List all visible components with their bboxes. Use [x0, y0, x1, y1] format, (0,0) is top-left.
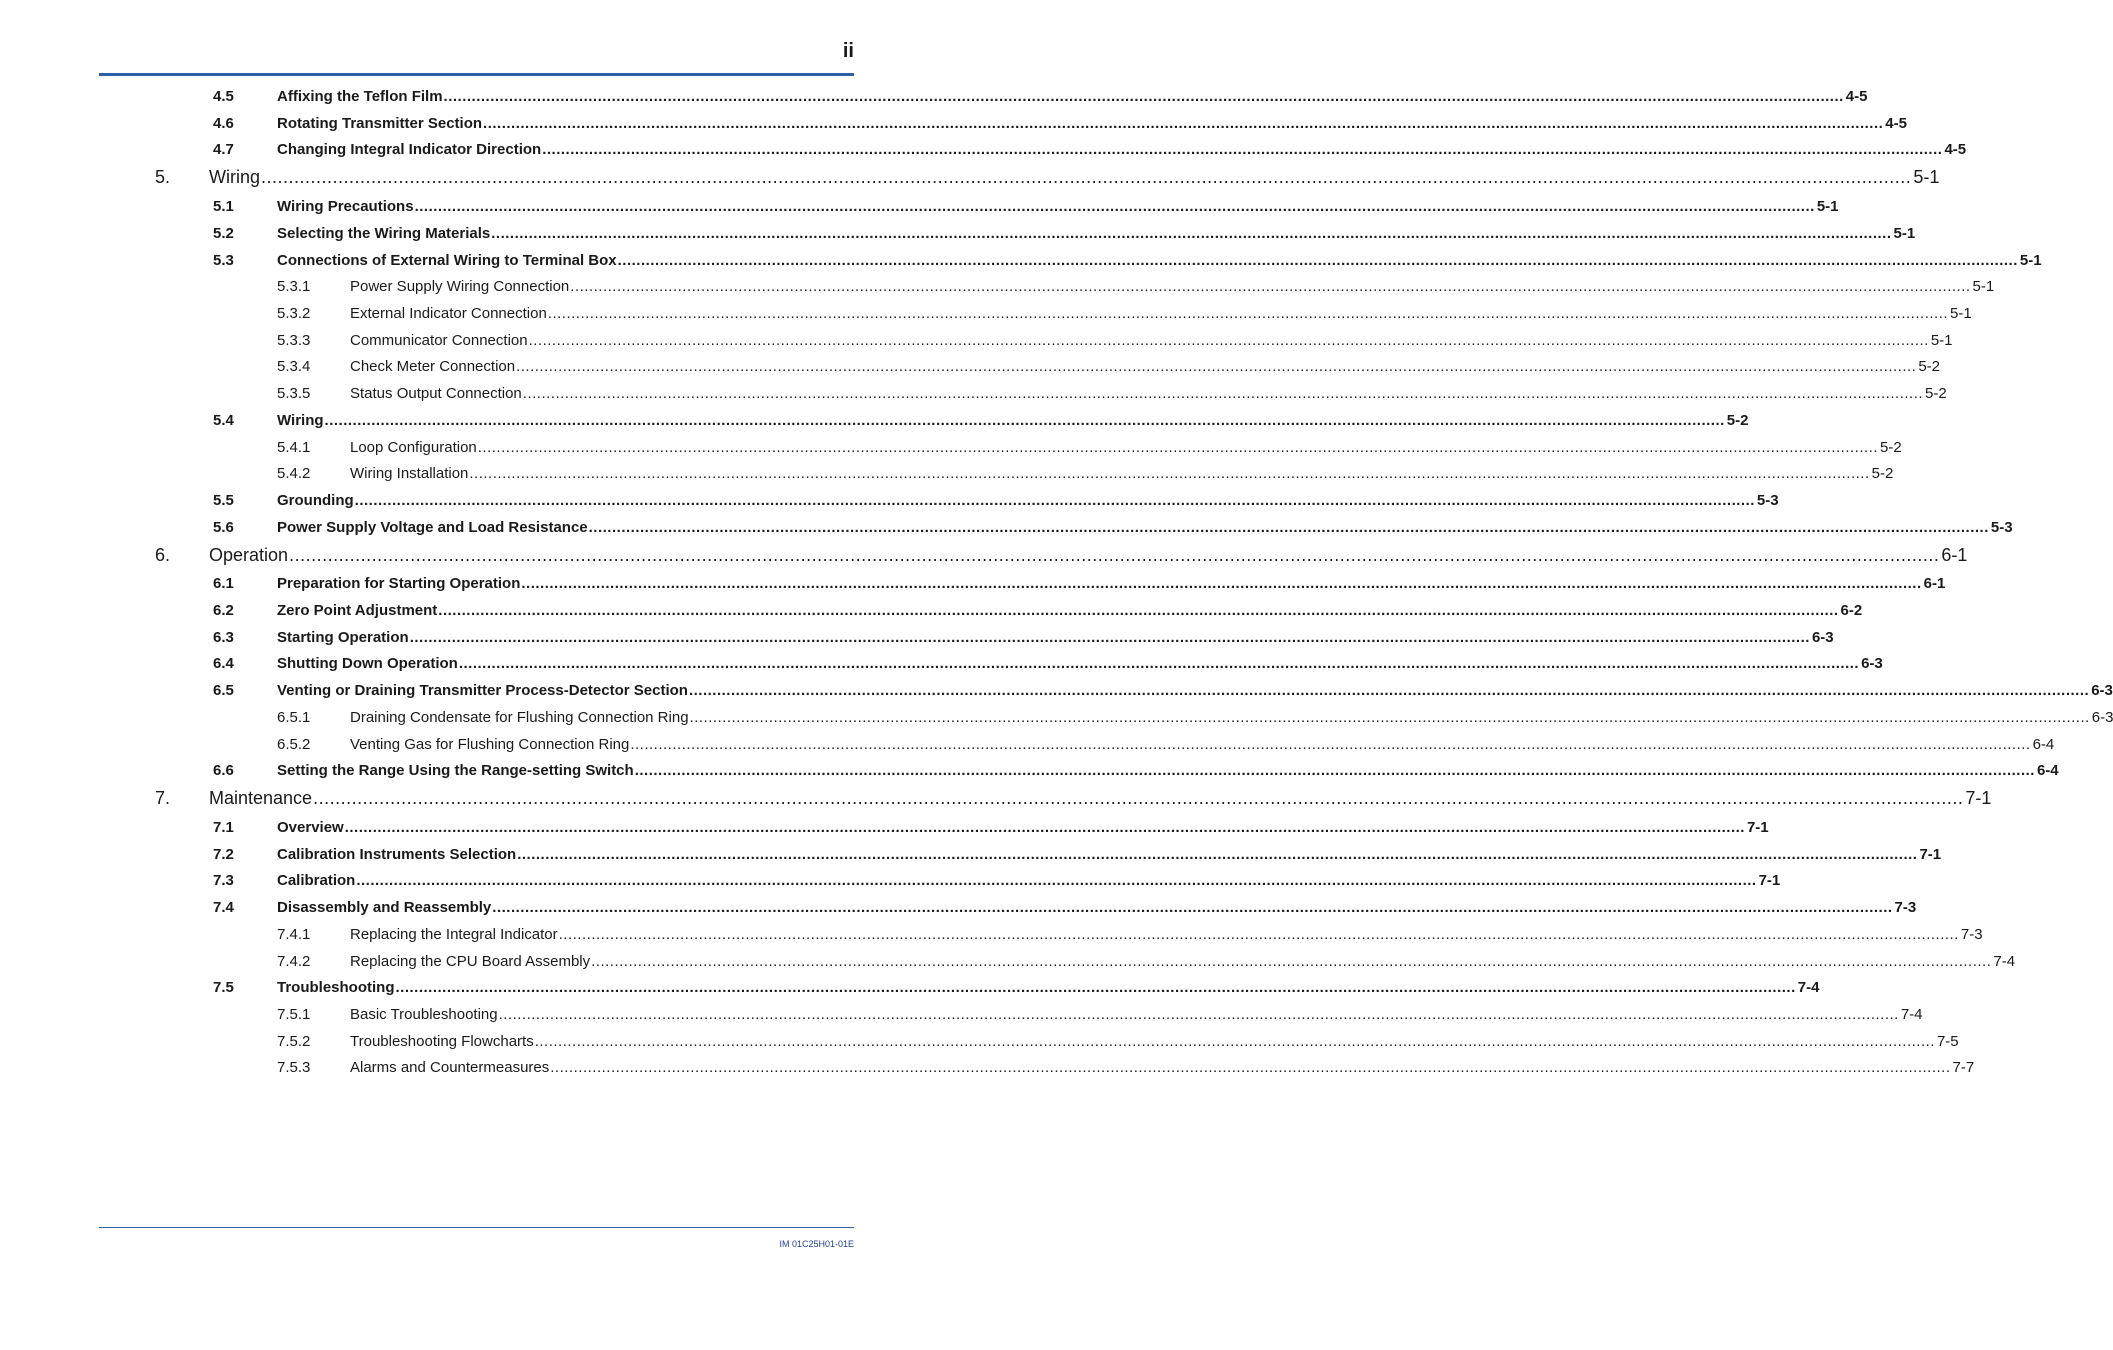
toc-title: Maintenance: [209, 788, 313, 808]
toc-section[interactable]: [213, 629, 1834, 648]
toc-subsection[interactable]: [277, 358, 1941, 377]
toc-number: 7.5.1: [277, 1006, 311, 1023]
toc-title: External Indicator Connection: [350, 305, 547, 322]
toc-dot-leader: ............................................................................................................................................................................................................................................................................................................: [443, 88, 1844, 105]
toc-dot-leader: ............................................................................................................................................................................................................................................................................................................: [547, 305, 1949, 322]
toc-number: 4.7: [213, 141, 234, 158]
toc-title: Grounding: [277, 492, 354, 509]
toc-title: Overview: [277, 819, 344, 836]
toc-title: Loop Configuration: [350, 439, 477, 456]
toc-number: 5.4.1: [277, 439, 311, 456]
toc-title: Basic Troubleshooting: [350, 1006, 498, 1023]
toc-number: 6.5.1: [277, 709, 311, 726]
toc-subsection[interactable]: [277, 1059, 1975, 1078]
toc-dot-leader: ............................................................................................................................................................................................................................................................................................................: [689, 709, 2090, 726]
toc-page-number: 6-1: [1923, 575, 1946, 592]
toc-number: 6.1: [213, 575, 234, 592]
toc-section[interactable]: [213, 115, 1907, 134]
toc-section[interactable]: [213, 872, 1781, 891]
toc-number: 7.3: [213, 872, 234, 889]
toc-page-number: 6-3: [1861, 655, 1883, 672]
toc-dot-leader: ............................................................................................................................................................................................................................................................................................................: [591, 953, 1992, 970]
toc-subsection[interactable]: [277, 465, 1894, 484]
toc-dot-leader: ............................................................................................................................................................................................................................................................................................................: [558, 926, 1959, 943]
toc-number: 5.3: [213, 252, 234, 269]
toc-page-number: 5-3: [1756, 492, 1779, 509]
toc-dot-leader: ............................................................................................................................................................................................................................................................................................................: [630, 736, 2031, 753]
toc-section[interactable]: [213, 412, 1749, 431]
toc-dot-leader: ............................................................................................................................................................................................................................................................................................................: [324, 412, 1725, 429]
toc-dot-leader: ............................................................................................................................................................................................................................................................................................................: [521, 575, 1922, 592]
toc-page-number: 7-4: [1993, 953, 2016, 970]
toc-number: 7.5.2: [277, 1033, 311, 1050]
toc-page-number: 6-3: [1811, 629, 1834, 646]
toc-subsection[interactable]: [277, 385, 1947, 404]
toc-section[interactable]: [213, 819, 1769, 838]
toc-title: Replacing the Integral Indicator: [350, 926, 558, 943]
toc-subsection[interactable]: [277, 278, 1995, 297]
toc-page-number: 6-3: [2091, 682, 2113, 699]
toc-number: 6.3: [213, 629, 234, 646]
header-rule: [99, 73, 854, 76]
toc-number: 7.2: [213, 846, 234, 863]
toc-chapter[interactable]: [155, 545, 1968, 567]
toc-title: Wiring Installation: [350, 465, 469, 482]
toc-number: 6.5: [213, 682, 234, 699]
toc-page-number: 5-1: [1930, 332, 1953, 349]
toc-page-number: 4-5: [1845, 88, 1868, 105]
toc-subsection[interactable]: [277, 709, 2113, 728]
toc-subsection[interactable]: [277, 332, 1953, 351]
toc-title: Power Supply Voltage and Load Resistance: [277, 519, 588, 536]
toc-section[interactable]: [213, 655, 1883, 674]
toc-section[interactable]: [213, 88, 1868, 107]
toc-number: 5.1: [213, 198, 234, 215]
toc-page-number: 6-3: [2091, 709, 2113, 726]
toc-title: Shutting Down Operation: [277, 655, 458, 672]
toc-page-number: 5-2: [1880, 439, 1902, 456]
toc-chapter[interactable]: [155, 167, 1940, 189]
toc-chapter[interactable]: [155, 788, 1992, 810]
toc-subsection[interactable]: [277, 439, 1902, 458]
toc-dot-leader: ............................................................................................................................................................................................................................................................................................................: [261, 167, 1912, 187]
toc-page-number: 5-2: [1726, 412, 1749, 429]
toc-page-number: 6-2: [1840, 602, 1863, 619]
toc-dot-leader: ............................................................................................................................................................................................................................................................................................................: [477, 439, 1879, 456]
toc-title: Rotating Transmitter Section: [277, 115, 483, 132]
toc-dot-leader: ............................................................................................................................................................................................................................................................................................................: [617, 252, 2018, 269]
toc-page-number: 5-3: [1990, 519, 2013, 536]
toc-number: 5.6: [213, 519, 234, 536]
toc-dot-leader: ............................................................................................................................................................................................................................................................................................................: [438, 602, 1839, 619]
toc-page-number: 5-1: [1950, 305, 1972, 322]
toc-page-number: 5-2: [1918, 358, 1941, 375]
toc-title: Wiring: [277, 412, 324, 429]
toc-title: Replacing the CPU Board Assembly: [350, 953, 591, 970]
toc-title: Preparation for Starting Operation: [277, 575, 521, 592]
toc-dot-leader: ............................................................................................................................................................................................................................................................................................................: [313, 788, 1964, 808]
toc-dot-leader: ............................................................................................................................................................................................................................................................................................................: [395, 979, 1796, 996]
toc-section[interactable]: [213, 846, 1942, 865]
toc-title: Changing Integral Indicator Direction: [277, 141, 542, 158]
toc-dot-leader: ............................................................................................................................................................................................................................................................................................................: [354, 492, 1755, 509]
toc-dot-leader: ............................................................................................................................................................................................................................................................................................................: [534, 1033, 1935, 1050]
toc-section[interactable]: [213, 252, 2042, 271]
toc-page-number: 5-2: [1925, 385, 1947, 402]
toc-title: Affixing the Teflon Film: [277, 88, 443, 105]
toc-dot-leader: ............................................................................................................................................................................................................................................................................................................: [528, 332, 1929, 349]
toc-page-number: 5-1: [2019, 252, 2042, 269]
toc-dot-leader: ............................................................................................................................................................................................................................................................................................................: [356, 872, 1757, 889]
document-id: IM 01C25H01-01E: [779, 1239, 854, 1249]
toc-dot-leader: ............................................................................................................................................................................................................................................................................................................: [409, 629, 1810, 646]
toc-page-number: 7-1: [1746, 819, 1769, 836]
toc-title: Communicator Connection: [350, 332, 528, 349]
toc-number: 7.1: [213, 819, 234, 836]
toc-title: Check Meter Connection: [350, 358, 516, 375]
toc-title: Draining Condensate for Flushing Connection Ring: [350, 709, 689, 726]
footer-rule: [99, 1227, 854, 1228]
toc-section[interactable]: [213, 979, 1820, 998]
toc-title: Operation: [209, 545, 289, 565]
toc-page-number: 7-3: [1960, 926, 1983, 943]
toc-number: 6.2: [213, 602, 234, 619]
toc-dot-leader: ............................................................................................................................................................................................................................................................................................................: [289, 545, 1940, 565]
toc-dot-leader: ............................................................................................................................................................................................................................................................................................................: [588, 519, 1989, 536]
toc-number: 5.3.3: [277, 332, 311, 349]
toc-dot-leader: ............................................................................................................................................................................................................................................................................................................: [516, 358, 1917, 375]
toc-subsection[interactable]: [277, 1006, 1923, 1025]
toc-dot-leader: ............................................................................................................................................................................................................................................................................................................: [498, 1006, 1899, 1023]
toc-page-number: 7-4: [1797, 979, 1820, 996]
toc-title: Venting Gas for Flushing Connection Ring: [350, 736, 630, 753]
toc-page-number: 4-5: [1885, 115, 1907, 132]
toc-page-number: 7-3: [1894, 899, 1917, 916]
toc-title: Wiring Precautions: [277, 198, 414, 215]
toc-dot-leader: ............................................................................................................................................................................................................................................................................................................: [491, 225, 1892, 242]
toc-section[interactable]: [213, 899, 1917, 918]
toc-section[interactable]: [213, 682, 2113, 701]
toc-number: 7.4: [213, 899, 234, 916]
toc-title: Status Output Connection: [350, 385, 522, 402]
toc-number: 5.4: [213, 412, 234, 429]
toc-number: 5.3.2: [277, 305, 311, 322]
toc-title: Venting or Draining Transmitter Process-Detector Section: [277, 682, 688, 699]
toc-dot-leader: ............................................................................................................................................................................................................................................................................................................: [344, 819, 1745, 836]
toc-page-number: 7-4: [1900, 1006, 1923, 1023]
toc-subsection[interactable]: [277, 1033, 1959, 1052]
toc-number: 5.: [155, 167, 171, 187]
toc-dot-leader: ............................................................................................................................................................................................................................................................................................................: [570, 278, 1971, 295]
toc-section[interactable]: [213, 519, 2013, 538]
toc-page-number: 5-1: [1972, 278, 1995, 295]
toc-subsection[interactable]: [277, 926, 1983, 945]
toc-section[interactable]: [213, 225, 1916, 244]
toc-page-number: 6-1: [1941, 545, 1968, 565]
toc-page-number: 7-1: [1919, 846, 1942, 863]
toc-section[interactable]: [213, 762, 2059, 781]
toc-subsection[interactable]: [277, 736, 2055, 755]
toc-page-number: 7-7: [1952, 1059, 1975, 1076]
toc-number: 6.5.2: [277, 736, 311, 753]
toc-number: 5.4.2: [277, 465, 311, 482]
toc-title: Connections of External Wiring to Terminal Box: [277, 252, 617, 269]
toc-number: 5.3.1: [277, 278, 311, 295]
toc-title: Zero Point Adjustment: [277, 602, 438, 619]
toc-title: Setting the Range Using the Range-setting Switch: [277, 762, 634, 779]
toc-number: 7.5.3: [277, 1059, 311, 1076]
toc-number: 5.3.4: [277, 358, 311, 375]
toc-number: 6.: [155, 545, 171, 565]
toc-page-number: 5-1: [1913, 167, 1940, 187]
toc-section[interactable]: [213, 141, 1967, 160]
toc-number: 4.6: [213, 115, 234, 132]
toc-page-number: 7-5: [1936, 1033, 1959, 1050]
page-number: ii: [842, 40, 854, 62]
toc-dot-leader: ............................................................................................................................................................................................................................................................................................................: [492, 899, 1893, 916]
toc-dot-leader: ............................................................................................................................................................................................................................................................................................................: [542, 141, 1943, 158]
toc-page-number: 7-1: [1758, 872, 1781, 889]
toc-section[interactable]: [213, 602, 1863, 621]
toc-page-number: 7-1: [1965, 788, 1992, 808]
toc-title: Starting Operation: [277, 629, 409, 646]
toc-number: 5.2: [213, 225, 234, 242]
toc-number: 6.6: [213, 762, 234, 779]
toc-dot-leader: ............................................................................................................................................................................................................................................................................................................: [634, 762, 2035, 779]
toc-dot-leader: ............................................................................................................................................................................................................................................................................................................: [414, 198, 1815, 215]
toc-number: 7.4.2: [277, 953, 311, 970]
toc-title: Calibration Instruments Selection: [277, 846, 517, 863]
toc-title: Troubleshooting Flowcharts: [350, 1033, 534, 1050]
toc-page-number: 5-2: [1871, 465, 1894, 482]
toc-title: Power Supply Wiring Connection: [350, 278, 570, 295]
toc-number: 5.5: [213, 492, 234, 509]
toc-number: 7.: [155, 788, 171, 808]
toc-dot-leader: ............................................................................................................................................................................................................................................................................................................: [517, 846, 1918, 863]
toc-page-number: 5-1: [1893, 225, 1916, 242]
toc-section[interactable]: [213, 492, 1779, 511]
toc-number: 4.5: [213, 88, 234, 105]
toc-page-number: 6-4: [2032, 736, 2055, 753]
toc-title: Alarms and Countermeasures: [350, 1059, 550, 1076]
toc-number: 5.3.5: [277, 385, 311, 402]
toc-number: 7.5: [213, 979, 234, 996]
toc-dot-leader: ............................................................................................................................................................................................................................................................................................................: [458, 655, 1860, 672]
toc-title: Disassembly and Reassembly: [277, 899, 492, 916]
toc-title: Wiring: [209, 167, 261, 187]
toc-subsection[interactable]: [277, 953, 2016, 972]
toc-number: 7.4.1: [277, 926, 311, 943]
toc-dot-leader: ............................................................................................................................................................................................................................................................................................................: [550, 1059, 1951, 1076]
toc-page-number: 4-5: [1944, 141, 1967, 158]
toc-title: Selecting the Wiring Materials: [277, 225, 491, 242]
toc-section[interactable]: [213, 575, 1946, 594]
toc-dot-leader: ............................................................................................................................................................................................................................................................................................................: [469, 465, 1870, 482]
toc-dot-leader: ............................................................................................................................................................................................................................................................................................................: [688, 682, 2090, 699]
toc-dot-leader: ............................................................................................................................................................................................................................................................................................................: [522, 385, 1924, 402]
toc-title: Troubleshooting: [277, 979, 395, 996]
toc-subsection[interactable]: [277, 305, 1972, 324]
toc-page-number: 6-4: [2036, 762, 2059, 779]
toc-section[interactable]: [213, 198, 1839, 217]
toc-dot-leader: ............................................................................................................................................................................................................................................................................................................: [483, 115, 1884, 132]
toc-title: Calibration: [277, 872, 356, 889]
toc-page-number: 5-1: [1816, 198, 1839, 215]
toc-number: 6.4: [213, 655, 234, 672]
